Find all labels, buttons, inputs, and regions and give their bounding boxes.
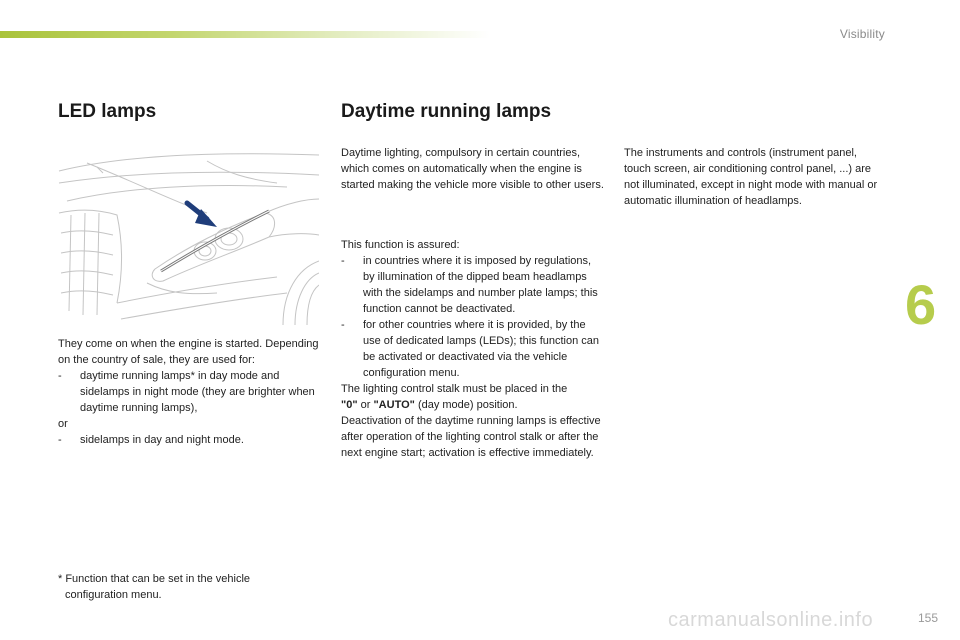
instruments-text: The instruments and controls (instrument panel, touch screen, air conditioning control panel, ...) are not illuminated, except in night mode with manual or automatic illumination of headlamps.	[624, 147, 878, 207]
led-description	[58, 336, 320, 448]
drl-item	[341, 317, 605, 381]
header-accent-bar	[0, 31, 490, 38]
drl-function-block	[341, 237, 605, 461]
watermark: carmanualsonline.info	[668, 609, 874, 631]
dash-marker: -	[341, 319, 345, 331]
instruments-block	[624, 145, 882, 209]
daytime-running-lamps-title: Daytime running lamps	[341, 101, 552, 122]
stalk-text: The lighting control stalk must be placed in the	[341, 383, 568, 395]
drl-intro: Daytime lighting, compulsory in certain countries, which comes on automatically when the engine is started making the vehicle more visible to other users.	[341, 147, 604, 191]
headlamp-illustration	[57, 143, 319, 325]
led-item-text: sidelamps in day and night mode.	[80, 434, 244, 446]
led-item	[58, 368, 320, 416]
stalk-instruction	[341, 381, 605, 413]
drl-item-text: for other countries where it is provided, by the use of dedicated lamps (LEDs); this function can be activated or deactivated via the vehicle configuration menu.	[363, 319, 600, 379]
stalk-position-0: "0"	[341, 399, 358, 411]
dash-marker: -	[341, 255, 345, 267]
footnote-text: * Function that can be set in the vehicle configuration menu.	[58, 573, 251, 601]
led-intro: They come on when the engine is started. Depending on the country of sale, they are used for:	[58, 338, 319, 366]
drl-item-text: by illumination of the dipped beam headlamps with the sidelamps and number plate lamps; this function cannot be deactivated.	[363, 271, 598, 315]
stalk-or: or	[360, 399, 371, 411]
pointer-arrow-icon	[187, 203, 217, 227]
drl-item-text: in countries where it is imposed by regulations,	[363, 255, 592, 267]
led-lamps-title: LED lamps	[58, 101, 157, 122]
drl-intro-block	[341, 145, 605, 193]
dash-marker: -	[58, 434, 62, 446]
page-number: 155	[917, 611, 938, 625]
chapter-number: 6	[905, 273, 937, 336]
footnote	[58, 571, 298, 603]
led-item-text: daytime running lamps* in day mode and sidelamps in night mode (they are brighter when daytime running lamps),	[80, 370, 315, 414]
stalk-position-auto: "AUTO"	[373, 399, 415, 411]
dash-marker: -	[58, 370, 62, 382]
led-item	[58, 432, 320, 448]
section-header: Visibility	[839, 27, 885, 41]
drl-assured: This function is assured:	[341, 239, 460, 251]
stalk-text: (day mode) position.	[417, 399, 518, 411]
led-or: or	[58, 418, 68, 430]
drl-deactivation: Deactivation of the daytime running lamps is effective after operation of the lighting control stalk or after the next engine start; activation is effective immediately.	[341, 415, 601, 459]
drl-item	[341, 253, 605, 317]
